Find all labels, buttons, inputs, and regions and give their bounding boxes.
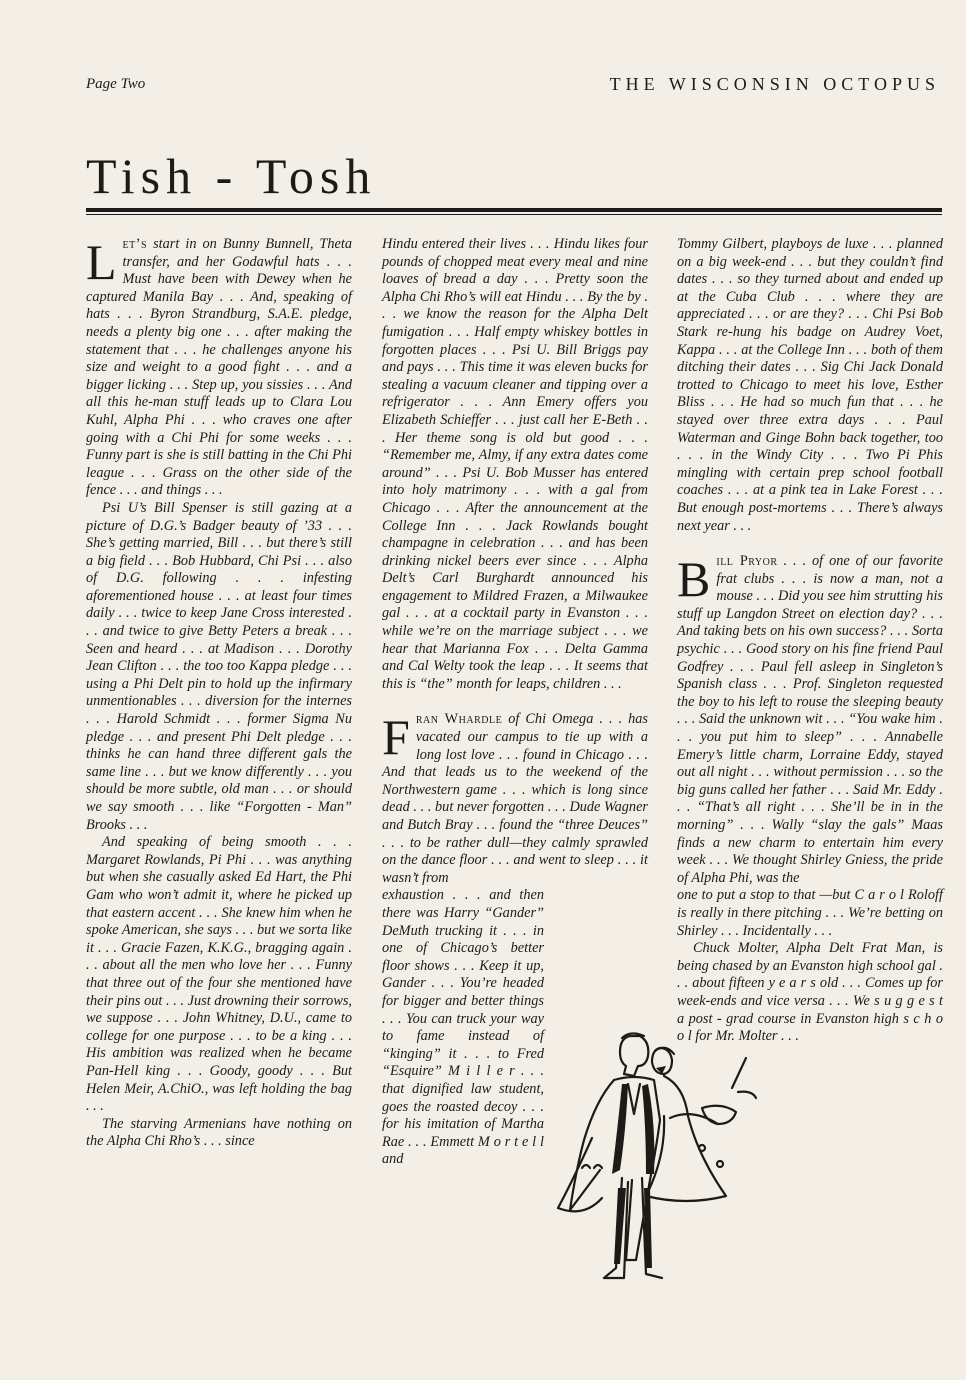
- paragraph: Psi U’s Bill Spenser is still gazing at a picture of D.G.’s Badger beauty of ’33 . . . She’s getting married, Bill . . . but there’s still a big field . . . Bob Hubbard, Chi Psi . . . also of D.G. following . . . infesting aforementioned house . . . at least four times daily . . . twice to keep Jane Cross interested . . . and twice to give Betty Peters a break . . . Seen and heard . . . at Madison . . . Dorothy Jean Clifton . . . the too too Kappa pledge . . . using a Phi Delt pin to hold up the infirmary unmentionables . . . diversion for the internes . . . Harold Schmidt . . . former Sigma Nu pledge . . . and present Phi Delt pledge . . . thinks he can hand three different gals the same line . . . but we know differently . . . you should be more subtle, old man . . . or should we say smooth . . . like “Forgotten - Man” Brooks . . .: [86, 499, 352, 833]
- article-title: Tish - Tosh: [86, 148, 377, 204]
- dancing-couple-illustration: [552, 1028, 782, 1296]
- magazine-masthead: THE WISCONSIN OCTOPUS: [609, 74, 940, 94]
- drop-cap: L: [86, 234, 117, 290]
- title-rule-thin: [86, 214, 942, 215]
- paragraph-text: of Chi Omega . . . has vacated our campus to tie up with a long lost love . . . found in Chicago . . . And that leads us to the weekend of the Northwestern game . . . which is long since dead . . . but never forgotten . . . Dude Wagner and Butch Bray . . . found the “three Deuces” . . . to be rather dull—they calmly sprawled on the dance floor . . . and went to sleep . . . it wasn’t from: [382, 711, 648, 886]
- paragraph: Tommy Gilbert, playboys de luxe . . . planned on a big week-end . . . but they couldn’t find dates . . . so they turned about and ended up at the Cuba Club . . . where they are appreciated . . . or are they? . . . Chi Psi Bob Stark re-hung his badge on Audrey Voet, Kappa . . . at the College Inn . . . both of them ditching their dates . . . Sig Chi Jack Donald trotted to Chicago to meet his love, Esther Bliss . . . He had so much fun that . . . he stayed over three extra days . . . Paul Waterman and Ginge Bohn back together, too . . . in the Windy City . . . Two Pi Phis mingling with certain prep school football coaches . . . at a pink tea in Lake Forest . . . But enough post-mortems . . . There’s always next year . . .: [677, 236, 943, 534]
- section-gap: [677, 535, 943, 553]
- paragraph: [677, 553, 943, 887]
- paragraph: one to put a stop to that —but C a r o l Roloff is really in there pitching . . . We’re betting on Shirley . . . Incidentally . . .: [677, 887, 943, 939]
- page-number: Page Two: [86, 76, 146, 92]
- small-caps-lead: ill Pryor: [716, 553, 778, 570]
- paragraph: And speaking of being smooth . . . Margaret Rowlands, Pi Phi . . . was anything but when she casually asked Ed Hart, the Phi Gam who won’t admit it, where he picked up that eastern accent . . . She knew him when he spoke American, she says . . . but we sorta like it . . . Gracie Fazen, K.K.G., bragging again . . . about all the men who love her . . . Funny that three out of the four she mentioned have their pins out . . . Just drowning their sorrows, we suppose . . . John Whitney, D.U., came to college for one purpose . . . to be a king . . . His ambition was realized when he became Pan-Hell king . . . Goody, goody . . . But Helen Meir, A.ChiO., was left holding the bag . . .: [86, 834, 352, 1115]
- small-caps-lead: ran Whardle: [415, 711, 503, 728]
- paragraph-text: start in on Bunny Bunnell, Theta transfer, and her Godawful hats . . . Must have been with Dewey when he captured Manila Bay . . . And, speaking of hats . . . Byron Strandburg, S.A.E. pledge, needs a plenty big one . . . after making the statement that . . . he challenges anyone his size and weight to a good fight . . . and a bigger licking . . . Step up, you sissies . . . And all this he-man stuff leads up to Clara Lou Kuhl, Alpha Phi . . . who craves one after going with a Chi Phi for some weeks . . . Funny part is she is still batting in the Chi Phi league . . . Grass on the other side of the fence . . . and things . . .: [86, 236, 352, 499]
- section-gap: [382, 693, 648, 711]
- drop-cap: F: [382, 709, 410, 766]
- paragraph: [86, 236, 352, 500]
- paragraph-text: . . . of one of our favorite frat clubs . . . is now a man, not a mouse . . . Did you see him strutting his stuff up Langdon Street on election day? . . . And taking bets on his own success? . . . Sorta psychic . . . Good story on his fine friend Paul Godfrey . . . Paul fell asleep in Singleton’s Spanish class . . . Prof. Singleton requested the boy to his left to rouse the sleeping beauty . . . Said the unknown wit . . . “You wake him . . . you put him to sleep” . . . Annabelle Emery’s little charm, Lorraine Eddy, stayed out all night . . . without permission . . . so the big guns called her father . . . Said Mr. Eddy . . . “That’s all right . . . She’ll be in in the morning” . . . Wally “slay the gals” Maas finds a new charm to entertain him every week . . . We thought Shirley Gniess, the pride of Alpha Phi, was the: [677, 553, 943, 886]
- paragraph: exhaustion . . . and then there was Harry “Gander” DeMuth trucking it . . . in one of Chicago’s better floor shows . . . Keep it up, Gander . . . You’re headed for bigger and better things . . . You can truck your way to fame instead of “kinging” it . . . to Fred “Esquire” M i l l e r . . . that dignified law student, goes the roasted decoy . . . for his imitation of Martha Rae . . . Emmett M o r t e l l and: [382, 887, 544, 1168]
- paragraph: Chuck Molter, Alpha Delt Frat Man, is being chased by an Evanston high school gal . . . about fifteen y e a r s old . . . Comes up for week-ends and vice versa . . . We s u g g e s t a post - grad course in Evanston high s c h o o l for Mr. Molter . . .: [677, 940, 943, 1045]
- column-3: [677, 236, 943, 1046]
- paragraph: The starving Armenians have nothing on the Alpha Chi Rho’s . . . since: [86, 1115, 352, 1150]
- drop-cap: B: [677, 551, 711, 608]
- paragraph: Hindu entered their lives . . . Hindu likes four pounds of chopped meat every meal and nine loaves of bread a day . . . Pretty soon the Alpha Chi Rho’s will eat Hindu . . . By the by . . . we know the reason for the Alpha Delt fumigation . . . Half empty whiskey bottles in forgotten places . . . Psi U. Bill Briggs pay and pays . . . This time it was eleven bucks for stealing a vacuum cleaner and tipping over a refrigerator . . . Ann Emery offers you Elizabeth Schieffer . . . just call her E-Beth . . . Her theme song is old but good . . . “Remember me, Almy, if any extra dates come around” . . . Psi U. Bob Musser has entered into holy matrimony . . . with a gal from Chicago . . . After the announcement at the College Inn . . . Jack Rowlands bought champagne in celebration . . . and has been drinking nickel beers ever since . . . Alpha Delt’s Carl Burghardt announced his engagement to Mildred Frazen, a Milwaukee gal . . . at a cocktail party in Evanston . . . while we’re on the marriage subject . . . we hear that Marianna Fox . . . Delta Gamma and Cal Welty took the leap . . . It seems that this is “the” month for leaps, children . . .: [382, 236, 648, 692]
- paragraph: [382, 711, 648, 887]
- title-rule-thick: [86, 208, 942, 212]
- column-1: [86, 236, 352, 1151]
- small-caps-lead: et’s: [122, 236, 148, 252]
